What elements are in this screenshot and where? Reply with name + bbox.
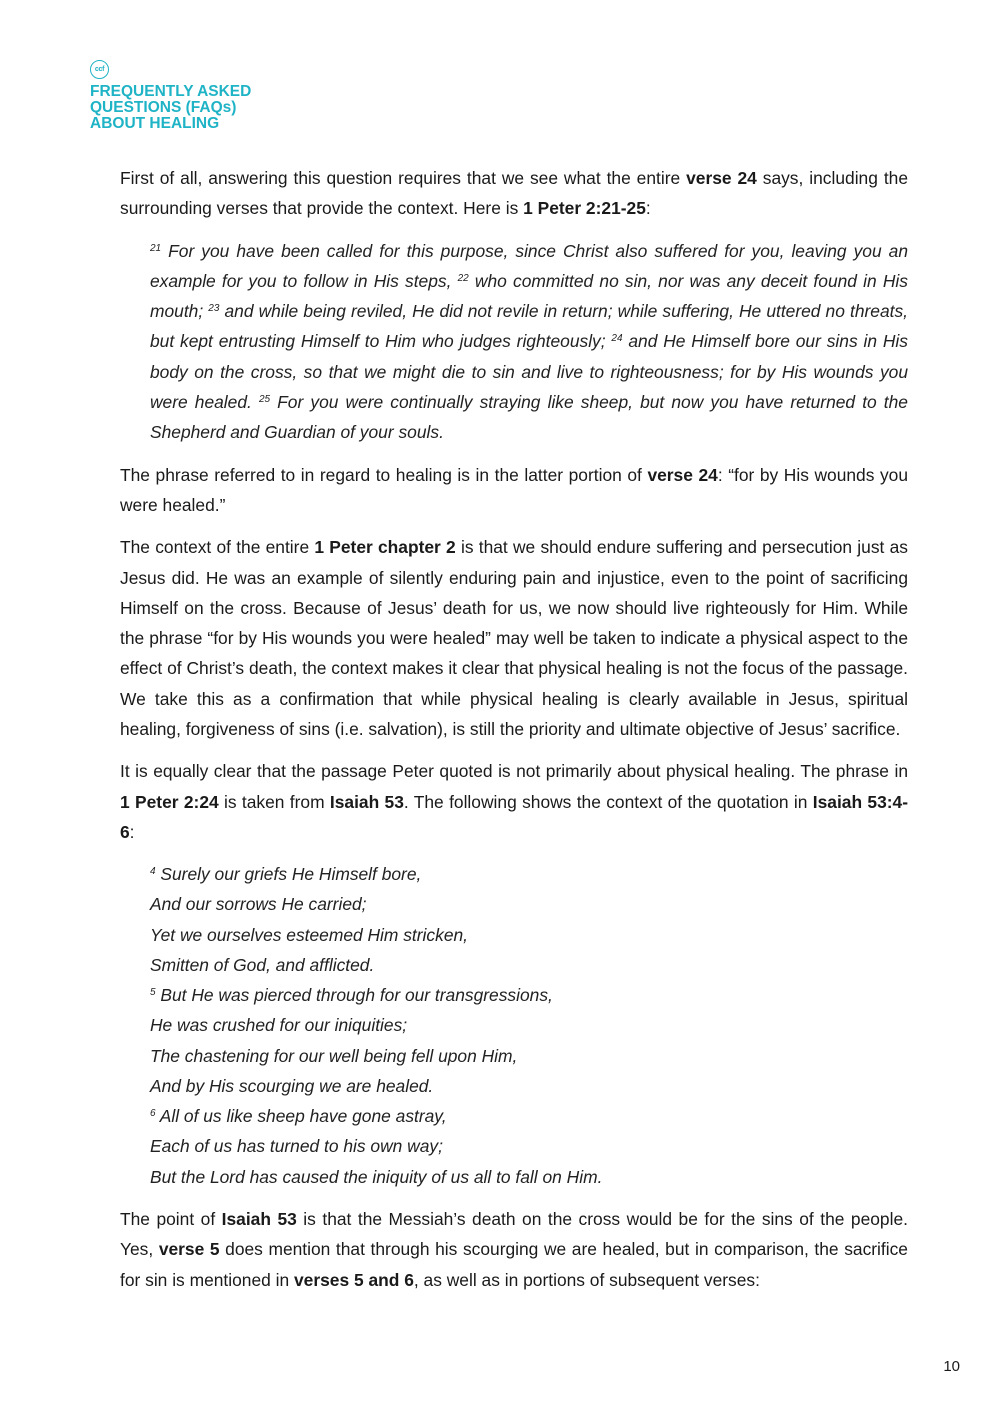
poem-line: The chastening for our well being fell upon Him, <box>150 1045 518 1066</box>
verse-number: 25 <box>258 394 271 406</box>
verse-text: But He was pierced through for our transgressions, <box>155 985 553 1006</box>
text: says, including the surrounding verses that provide the context. Here is <box>120 168 908 219</box>
verse-text: and while being reviled, He did not revile in return; while suffering, He uttered no threats, but kept entrusting Himself to Him who judges righteously; <box>150 301 908 352</box>
verse-text: Surely our griefs He Himself bore, <box>155 864 422 885</box>
verse-text: For you were continually straying like sheep, but now you have returned to the Shepherd and Guardian of your souls. <box>150 392 908 443</box>
text: : “for by His wounds you were healed.” <box>120 464 909 515</box>
reference: Isaiah 53 <box>221 1208 297 1229</box>
reference: verses 5 and 6 <box>294 1269 414 1290</box>
reference: 1 Peter 2:24 <box>120 791 219 812</box>
reference: verse 24 <box>686 168 757 188</box>
text: The context of the entire <box>120 537 315 558</box>
header-title-line-2: QUESTIONS (FAQs) <box>90 99 237 116</box>
text: , as well as in portions of subsequent verses: <box>413 1269 760 1290</box>
verse-number: 24 <box>611 333 623 345</box>
poem-line: Each of us has turned to his own way; <box>150 1136 443 1157</box>
paragraph-isaiah-point <box>120 1204 908 1295</box>
text: The point of <box>120 1208 222 1229</box>
paragraph-isaiah-intro <box>120 756 908 847</box>
poem-line: And by His scourging we are healed. <box>150 1075 434 1096</box>
text: The phrase referred to in regard to healing is in the latter portion of <box>120 464 648 485</box>
text: : <box>129 821 135 842</box>
verse-text: For you have been called for this purpose, since Christ also suffered for you, leaving you an example for you to follow in His steps, <box>150 240 908 291</box>
poem-line: Yet we ourselves esteemed Him stricken, <box>150 924 468 945</box>
verse-text: All of us like sheep have gone astray, <box>155 1106 447 1127</box>
text: It is equally clear that the passage Peter quoted is not primarily about physical healing. The phrase in <box>120 761 908 782</box>
text: : <box>645 198 651 219</box>
page-number: 10 <box>943 1358 960 1375</box>
verse-number: 22 <box>457 272 469 284</box>
reference: 1 Peter chapter 2 <box>314 537 456 558</box>
document-body <box>120 163 908 1307</box>
verse-number: 21 <box>150 242 162 254</box>
text: . The following shows the context of the quotation in <box>403 791 813 812</box>
reference: Isaiah 53:4-6 <box>120 791 909 842</box>
text: First of all, answering this question requires that we see what the entire <box>120 168 687 188</box>
verse-text: who committed no sin, nor was any deceit found in His mouth; <box>150 270 908 322</box>
paragraph-context <box>120 532 908 744</box>
text: is that we should endure suffering and persecution just as Jesus did. He was an example of silently enduring pain and injustice, even to the point of sacrificing Himself on the cross. Because of Jesus’ death for us, we now should live righteously for Him. While the phrase “for by His wounds you were healed” may well be taken to indicate a physical aspect to the effect of Christ’s death, the context makes it clear that physical healing is not the focus of the passage. We take this as a confirmation that while physical healing is clearly available in Jesus, spiritual healing, forgiveness of sins (i.e. salvation), is still the priority and ultimate objective of Jesus’ sacrifice. <box>120 537 908 740</box>
verse-number: 23 <box>208 303 220 315</box>
verse-number: 5 <box>150 987 156 999</box>
poem-line: He was crushed for our iniquities; <box>150 1015 408 1036</box>
poem-line <box>150 1101 908 1131</box>
paragraph-phrase <box>120 460 908 521</box>
header-title-line-1: FREQUENTLY ASKED <box>90 83 252 100</box>
text: is taken from <box>218 791 330 812</box>
header-title-line-3: ABOUT HEALING <box>90 115 220 132</box>
verse-text: and He Himself bore our sins in His body on the cross, so that we might die to sin and live to righteousness; for by His wounds you were healed. <box>150 331 908 413</box>
reference: 1 Peter 2:21-25 <box>523 198 646 219</box>
reference: verse 24 <box>647 464 718 485</box>
document-header <box>90 60 251 132</box>
verse-number: 6 <box>150 1108 156 1120</box>
poem-line <box>150 859 908 889</box>
poem-line: But the Lord has caused the iniquity of us all to fall on Him. <box>150 1166 603 1187</box>
paragraph-intro <box>120 163 908 224</box>
ccf-logo: ccf <box>90 60 109 79</box>
poem-line <box>150 980 908 1010</box>
poem-line: Smitten of God, and afflicted. <box>150 954 375 975</box>
scripture-quote-1-peter <box>150 236 908 448</box>
reference: Isaiah 53 <box>329 791 404 812</box>
text: does mention that through his scourging we are healed, but in comparison, the sacrifice for sin is mentioned in <box>120 1239 908 1290</box>
poem-line: And our sorrows He carried; <box>150 894 367 915</box>
scripture-quote-isaiah <box>150 859 908 1192</box>
reference: verse 5 <box>158 1239 220 1260</box>
verse-number: 4 <box>150 866 156 878</box>
text: is that the Messiah’s death on the cross would be for the sins of the people. Yes, <box>120 1208 908 1260</box>
